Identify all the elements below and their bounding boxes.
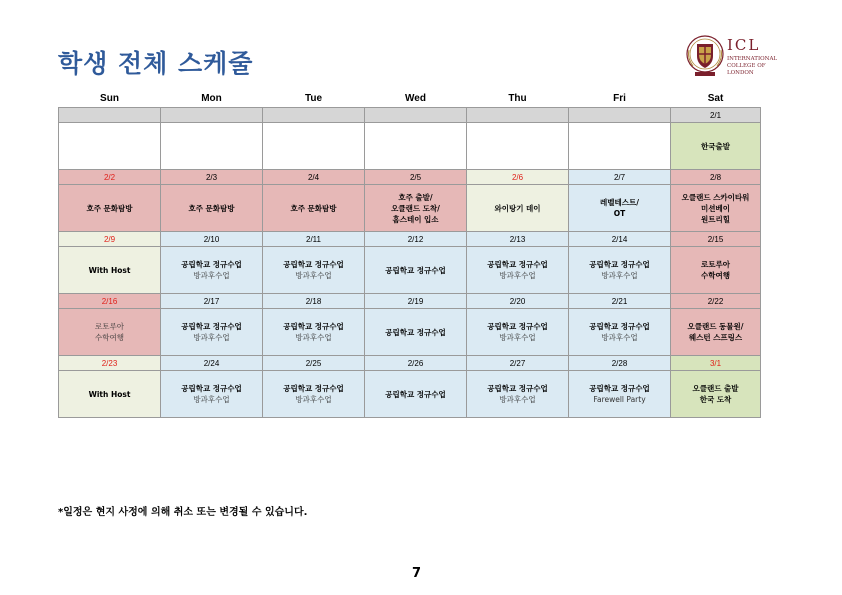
event-cell	[161, 123, 263, 170]
event-subtitle: 방과후수업	[601, 333, 638, 342]
event-subtitle: 방과후수업	[193, 271, 230, 280]
date-cell: 2/19	[365, 294, 467, 309]
event-title-line2: OT	[613, 209, 626, 218]
event-cell	[263, 123, 365, 170]
event-cell	[365, 247, 467, 294]
weekday-tue: Tue	[304, 92, 323, 104]
event-subtitle: 방과후수업	[295, 333, 332, 342]
event-title: 공립학교 정규수업	[487, 322, 548, 331]
event-title: 공립학교 정규수업	[385, 327, 446, 337]
date-cell: 2/18	[263, 294, 365, 309]
event-title-line2: 오클랜드 도착/	[391, 203, 440, 213]
date-cell: 2/4	[263, 170, 365, 185]
date-cell: 2/21	[569, 294, 671, 309]
event-title: 공립학교 정규수업	[487, 384, 548, 393]
weekday-thu: Thu	[508, 92, 527, 104]
event-cell	[671, 123, 761, 170]
date-row	[59, 232, 761, 247]
weekday-fri: Fri	[613, 92, 626, 104]
event-cell	[467, 309, 569, 356]
weekday-sat: Sat	[707, 92, 724, 104]
schedule-calendar	[58, 89, 761, 418]
event-cell	[467, 247, 569, 294]
event-title: 공립학교 정규수업	[181, 260, 242, 269]
date-cell: 2/16	[59, 294, 161, 309]
event-title-line3: 홈스테이 입소	[392, 214, 439, 224]
event-cell	[365, 185, 467, 232]
date-cell	[161, 108, 263, 123]
event-subtitle: 방과후수업	[601, 271, 638, 280]
date-cell: 2/7	[569, 170, 671, 185]
weekday-header-row	[59, 89, 761, 108]
date-cell: 2/27	[467, 356, 569, 371]
event-cell	[569, 185, 671, 232]
date-row	[59, 170, 761, 185]
event-cell	[569, 123, 671, 170]
icl-logo	[685, 30, 795, 86]
event-cell	[569, 247, 671, 294]
date-cell: 2/23	[59, 356, 161, 371]
date-cell: 2/25	[263, 356, 365, 371]
date-cell: 2/5	[365, 170, 467, 185]
event-cell	[467, 371, 569, 418]
event-row	[59, 185, 761, 232]
date-cell	[59, 108, 161, 123]
date-cell: 2/24	[161, 356, 263, 371]
event-title: 공립학교 정규수업	[181, 322, 242, 331]
event-title: 공립학교 정규수업	[283, 260, 344, 269]
event-cell	[59, 247, 161, 294]
event-title-line3: 원트리힐	[701, 214, 730, 224]
date-cell: 2/12	[365, 232, 467, 247]
event-cell	[161, 371, 263, 418]
event-title-line2: 미션베이	[701, 203, 730, 213]
weekday-wed: Wed	[405, 92, 426, 104]
event-title: 오클랜드 동물원/	[687, 322, 744, 331]
date-row	[59, 294, 761, 309]
event-cell	[263, 185, 365, 232]
event-subtitle: 방과후수업	[499, 271, 536, 280]
event-cell	[671, 185, 761, 232]
event-cell	[671, 371, 761, 418]
event-title: With Host	[88, 389, 131, 399]
date-cell	[263, 108, 365, 123]
event-row	[59, 371, 761, 418]
event-subtitle: 방과후수업	[193, 395, 230, 404]
event-title: 공립학교 정규수업	[589, 260, 650, 269]
event-title: 와이탕기 데이	[494, 203, 541, 213]
event-subtitle: 로토루아	[95, 322, 124, 331]
event-title: 호주 문화탐방	[290, 203, 337, 213]
event-cell	[365, 309, 467, 356]
event-cell	[59, 185, 161, 232]
logo-name: ICL	[727, 36, 761, 54]
event-title: 오클랜드 스카이타워	[681, 192, 750, 202]
date-cell: 2/6	[467, 170, 569, 185]
event-row	[59, 309, 761, 356]
event-title: 공립학교 정규수업	[385, 265, 446, 275]
event-title: 공립학교 정규수업	[181, 384, 242, 393]
event-title: 로토루아	[701, 260, 730, 269]
event-cell	[569, 309, 671, 356]
event-cell	[59, 371, 161, 418]
date-cell: 3/1	[671, 356, 761, 371]
event-cell	[161, 247, 263, 294]
date-cell: 2/20	[467, 294, 569, 309]
event-cell	[365, 371, 467, 418]
event-title: 공립학교 정규수업	[487, 260, 548, 269]
event-subtitle: Farewell Party	[593, 395, 646, 404]
event-cell	[365, 123, 467, 170]
event-cell	[263, 247, 365, 294]
date-cell: 2/17	[161, 294, 263, 309]
date-cell: 2/28	[569, 356, 671, 371]
event-row	[59, 247, 761, 294]
event-subtitle-line2: 수학여행	[95, 333, 124, 342]
event-title: 공립학교 정규수업	[589, 384, 650, 393]
event-title: 호주 문화탐방	[86, 203, 133, 213]
logo-subtitle: INTERNATIONAL COLLEGE OF LONDON	[727, 56, 778, 76]
event-cell	[161, 309, 263, 356]
date-cell: 2/26	[365, 356, 467, 371]
event-cell	[263, 371, 365, 418]
date-row	[59, 108, 761, 123]
event-cell	[59, 123, 161, 170]
event-cell	[671, 247, 761, 294]
event-title-line2: 한국 도착	[699, 395, 732, 404]
event-cell	[263, 309, 365, 356]
event-title-line2: 웨스턴 스프링스	[688, 333, 743, 342]
date-cell: 2/13	[467, 232, 569, 247]
event-subtitle: 방과후수업	[295, 395, 332, 404]
event-title-line2: 수학여행	[701, 271, 730, 280]
event-title: 공립학교 정규수업	[589, 322, 650, 331]
date-cell	[365, 108, 467, 123]
weekday-sun: Sun	[100, 92, 119, 104]
event-title: With Host	[88, 265, 131, 275]
event-cell	[467, 185, 569, 232]
crest-icon	[685, 30, 725, 82]
date-cell	[569, 108, 671, 123]
date-cell: 2/15	[671, 232, 761, 247]
date-cell: 2/3	[161, 170, 263, 185]
weekday-mon: Mon	[201, 92, 222, 104]
event-title: 오클랜드 출발	[692, 384, 739, 393]
date-cell: 2/11	[263, 232, 365, 247]
date-cell: 2/8	[671, 170, 761, 185]
date-row	[59, 356, 761, 371]
event-title: 한국출발	[701, 141, 730, 151]
date-cell: 2/22	[671, 294, 761, 309]
page-title: 학생 전체 스케줄	[58, 49, 254, 78]
event-row	[59, 123, 761, 170]
date-cell: 2/10	[161, 232, 263, 247]
event-title: 호주 출발/	[398, 192, 433, 202]
event-cell	[671, 309, 761, 356]
event-title: 공립학교 정규수업	[283, 384, 344, 393]
page-number: 7	[412, 566, 422, 581]
event-subtitle: 방과후수업	[295, 271, 332, 280]
date-cell: 2/14	[569, 232, 671, 247]
event-cell	[59, 309, 161, 356]
event-cell	[569, 371, 671, 418]
date-cell	[467, 108, 569, 123]
date-cell: 2/9	[59, 232, 161, 247]
event-title: 레벨테스트/	[600, 198, 639, 207]
event-subtitle: 방과후수업	[193, 333, 230, 342]
event-title: 공립학교 정규수업	[283, 322, 344, 331]
date-cell: 2/1	[671, 108, 761, 123]
event-subtitle: 방과후수업	[499, 333, 536, 342]
event-cell	[467, 123, 569, 170]
event-title: 공립학교 정규수업	[385, 389, 446, 399]
schedule-note: *일정은 현지 사정에 의해 취소 또는 변경될 수 있습니다.	[58, 507, 308, 518]
event-title: 호주 문화탐방	[188, 203, 235, 213]
event-subtitle: 방과후수업	[499, 395, 536, 404]
date-cell: 2/2	[59, 170, 161, 185]
event-cell	[161, 185, 263, 232]
